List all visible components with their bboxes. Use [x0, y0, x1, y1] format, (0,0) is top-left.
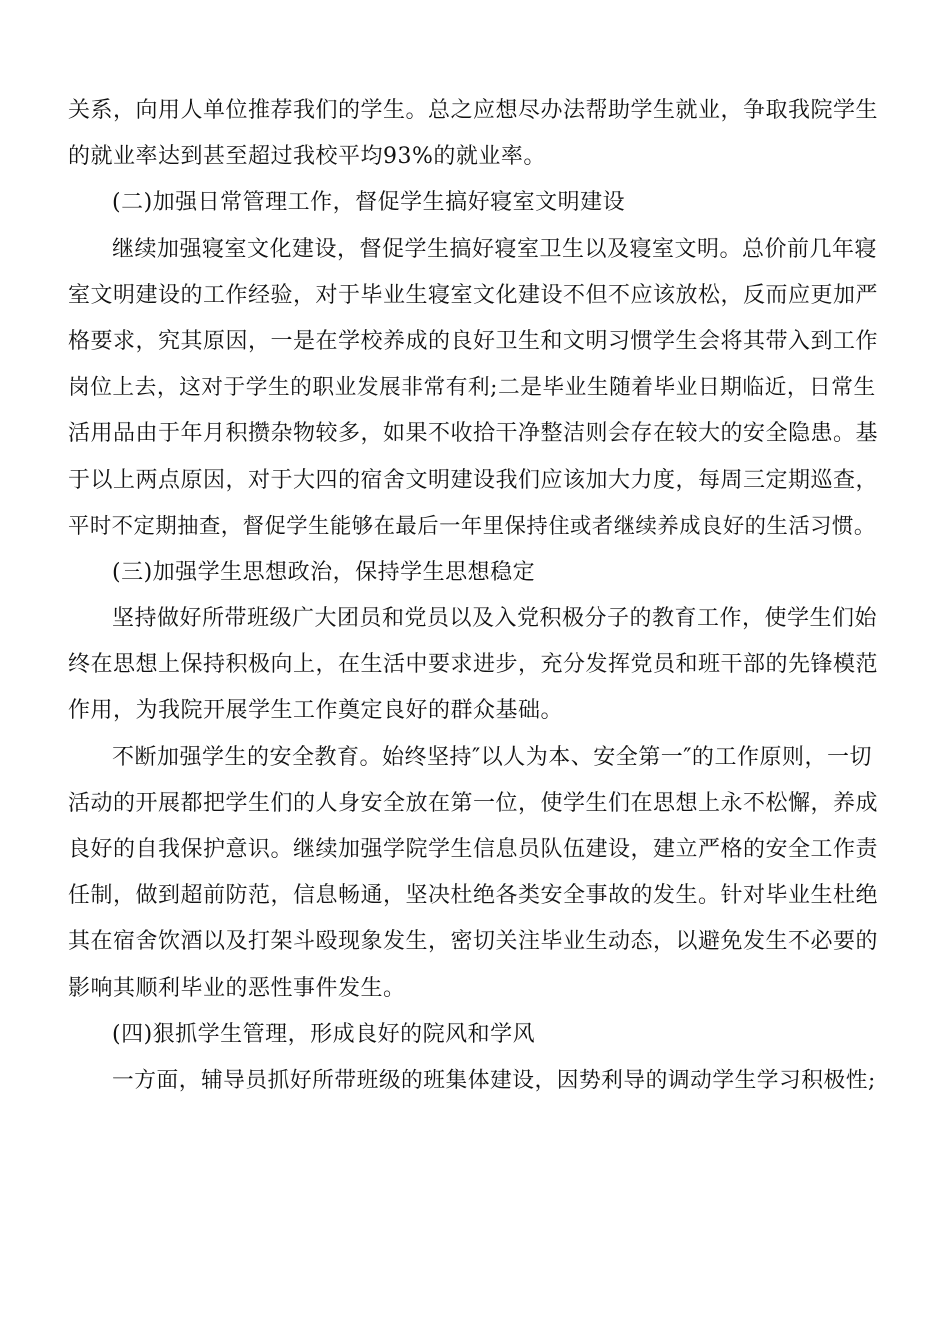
- document-body: [68, 88, 880, 1104]
- text-line: 格要求，究其原因，一是在学校养成的良好卫生和文明习惯学生会将其带入到工作: [68, 328, 879, 354]
- section-heading: (四)狠抓学生管理，形成良好的院风和学风: [112, 1021, 536, 1047]
- text-line: 不断加强学生的安全教育。始终坚持″以人为本、安全第一″的工作原则，一切: [112, 744, 872, 770]
- text-line: 其在宿舍饮酒以及打架斗殴现象发生，密切关注毕业生动态，以避免发生不必要的: [68, 929, 879, 955]
- text-line: 活用品由于年月积攒杂物较多，如果不收拾干净整洁则会存在较大的安全隐患。基: [68, 421, 879, 447]
- text-line: 平时不定期抽查，督促学生能够在最后一年里保持住或者继续养成良好的生活习惯。: [68, 513, 876, 539]
- text-line: 良好的自我保护意识。继续加强学院学生信息员队伍建设，建立严格的安全工作责: [68, 837, 879, 862]
- text-line: 关系，向用人单位推荐我们的学生。总之应想尽办法帮助学生就业，争取我院学生: [68, 98, 879, 123]
- text-line: 坚持做好所带班级广大团员和党员以及入党积极分子的教育工作，使学生们始: [112, 606, 878, 632]
- text-line: 终在思想上保持积极向上，在生活中要求进步，充分发挥党员和班干部的先锋模范: [68, 652, 879, 678]
- section-heading: (二)加强日常管理工作，督促学生搞好寝室文明建设: [112, 190, 626, 216]
- text-line: 任制，做到超前防范，信息畅通，坚决杜绝各类安全事故的发生。针对毕业生杜绝: [68, 883, 879, 909]
- text-line: 岗位上去，这对于学生的职业发展非常有利;二是毕业生随着毕业日期临近，日常生: [68, 375, 876, 401]
- section-heading: (三)加强学生思想政治，保持学生思想稳定: [112, 559, 536, 585]
- text-line: 一方面，辅导员抓好所带班级的班集体建设，因势利导的调动学生学习积极性;: [112, 1067, 876, 1093]
- text-line: 于以上两点原因，对于大四的宿舍文明建设我们应该加大力度，每周三定期巡查，: [68, 467, 879, 493]
- text-line: 影响其顺利毕业的恶性事件发生。: [68, 975, 406, 1001]
- text-line: 室文明建设的工作经验，对于毕业生寝室文化建设不但不应该放松，反而应更加严: [68, 282, 879, 308]
- text-line: 活动的开展都把学生们的人身安全放在第一位，使学生们在思想上永不松懈，养成: [68, 790, 879, 816]
- text-line: 继续加强寝室文化建设，督促学生搞好寝室卫生以及寝室文明。总价前几年寝: [112, 236, 878, 262]
- text-line: 作用，为我院开展学生工作奠定良好的群众基础。: [68, 698, 564, 724]
- text-line: 的就业率达到甚至超过我校平均93%的就业率。: [68, 144, 546, 170]
